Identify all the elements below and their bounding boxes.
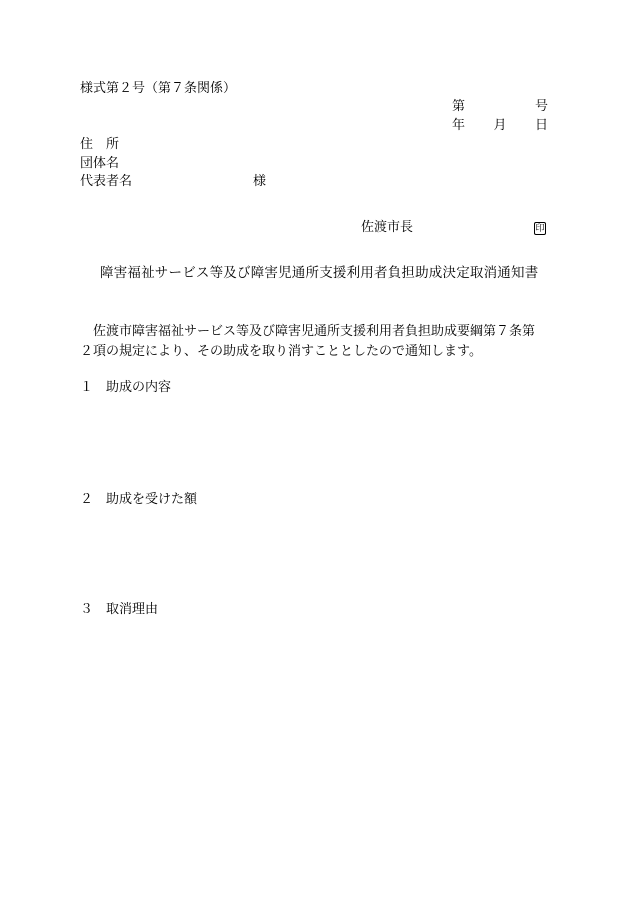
seal-icon: 印: [535, 224, 545, 234]
form-label: 様式第２号（第７条関係）: [80, 81, 237, 96]
section-1-label: 助成の内容: [106, 380, 172, 395]
group-name-label: 団体名: [80, 156, 120, 171]
document-title: 障害福祉サービス等及び障害児通所支援利用者負担助成決定取消通知書: [100, 265, 539, 281]
body-line-1: 佐渡市障害福祉サービス等及び障害児通所支援利用者負担助成要綱第７条第: [93, 324, 536, 339]
date-row: [452, 119, 548, 132]
honorific: 様: [253, 174, 267, 189]
body-line-2: ２項の規定により、その助成を取り消すこととしたので通知します。: [80, 344, 482, 359]
section-1-number: １: [80, 380, 94, 395]
section-2-number: ２: [80, 492, 94, 507]
issuer-name: 佐渡市長: [361, 220, 414, 235]
document-number-row: [452, 100, 548, 113]
section-3-number: ３: [80, 602, 94, 617]
section-2-label: 助成を受けた額: [106, 492, 198, 507]
number-suffix: 号: [534, 99, 548, 114]
date-year: 年: [452, 118, 466, 133]
address-label: 住 所: [80, 137, 120, 152]
date-month: 月: [493, 118, 507, 133]
date-day: 日: [534, 118, 548, 133]
section-3-label: 取消理由: [106, 602, 159, 617]
seal-mark: [534, 221, 546, 235]
number-prefix: 第: [452, 99, 466, 114]
representative-label: 代表者名: [80, 174, 133, 189]
